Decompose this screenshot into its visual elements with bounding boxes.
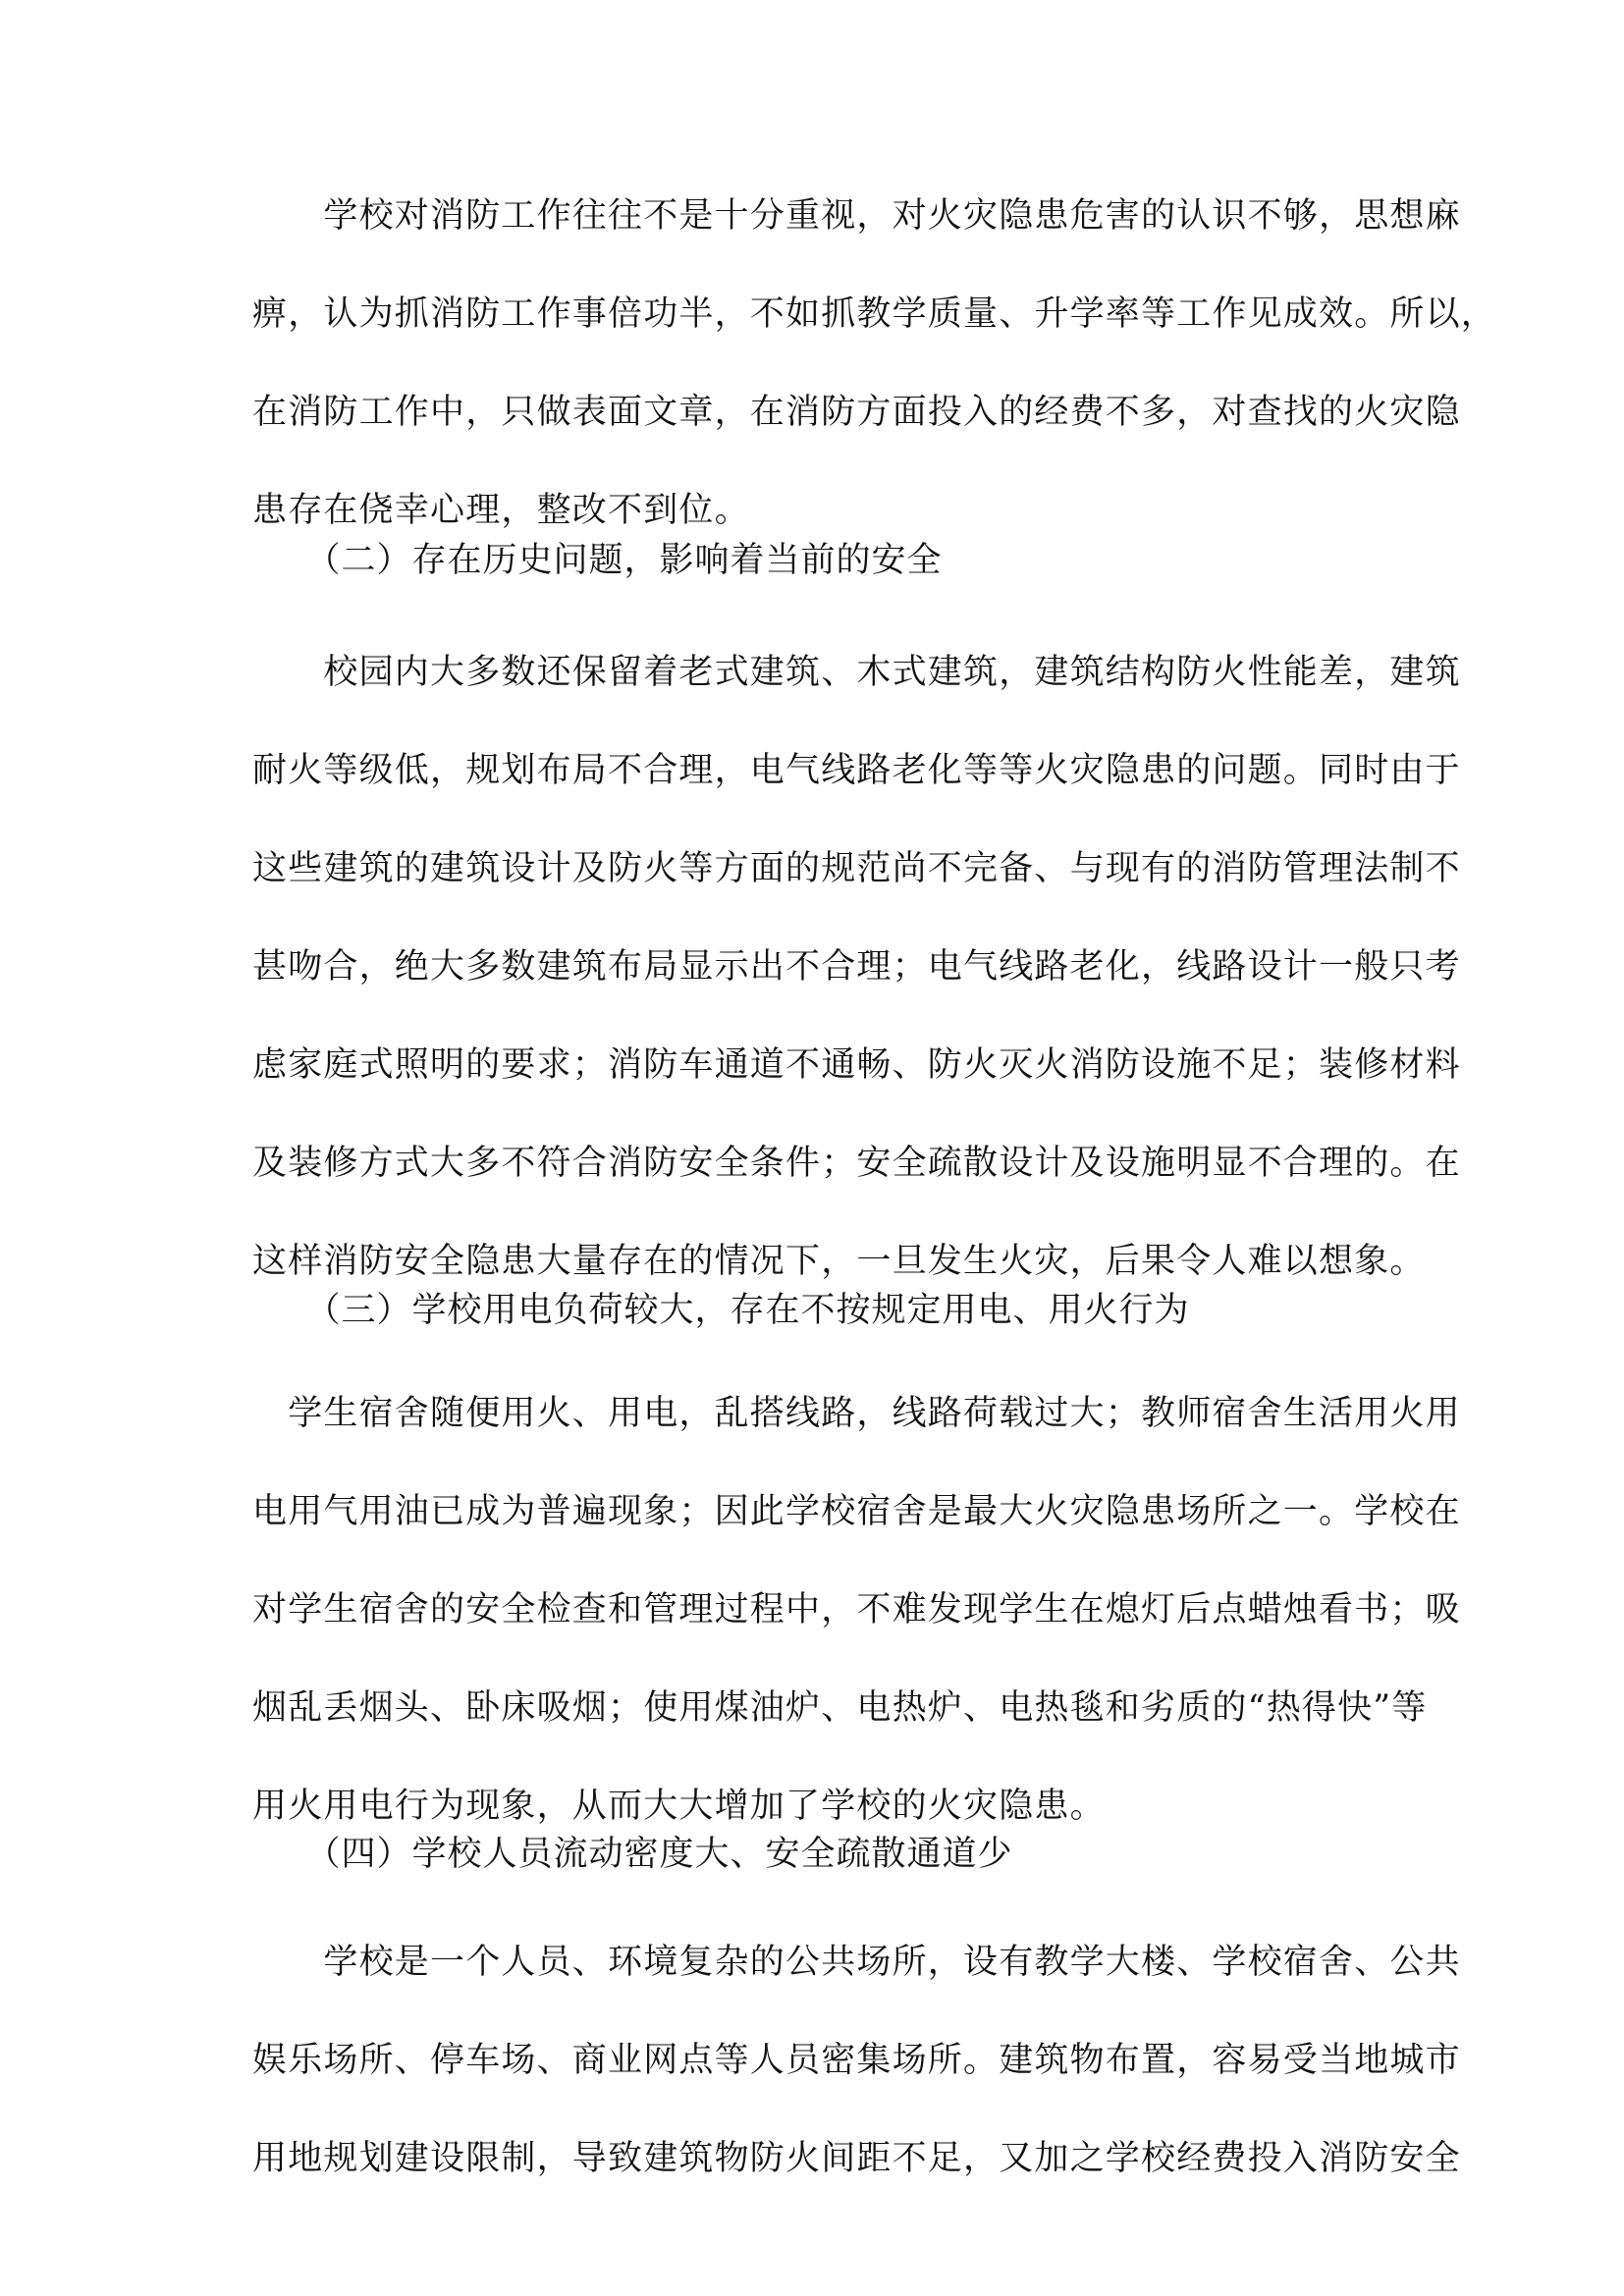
paragraph-line: 学校是一个人员、环境复杂的公共场所，设有教学大楼、学校宿舍、公共 (252, 1943, 1461, 1982)
paragraph-line: 甚吻合，绝大多数建筑布局显示出不合理；电气线路老化，线路设计一般只考 (252, 947, 1461, 987)
paragraph-line: 这样消防安全隐患大量存在的情况下，一旦发生火灾，后果令人难以想象。 (252, 1242, 1426, 1281)
section-heading: （二）存在历史问题，影响着当前的安全 (252, 541, 943, 580)
paragraph-line: 校园内大多数还保留着老式建筑、木式建筑，建筑结构防火性能差，建筑 (252, 653, 1461, 692)
paragraph-line: 对学生宿舍的安全检查和管理过程中，不难发现学生在熄灯后点蜡烛看书；吸 (252, 1590, 1461, 1629)
paragraph-line: 这些建筑的建筑设计及防火等方面的规范尚不完备、与现有的消防管理法制不 (252, 849, 1461, 888)
section-heading-2 (252, 511, 1372, 610)
paragraph-1 (252, 167, 1497, 560)
paragraph-line: 耐火等级低，规划布局不合理，电气线路老化等等火灾隐患的问题。同时由于 (252, 751, 1461, 790)
paragraph-4 (252, 1913, 1461, 2208)
section-heading-3 (252, 1261, 1372, 1360)
paragraph-line: 在消防工作中，只做表面文章，在消防方面投入的经费不多，对查找的火灾隐 (252, 393, 1461, 432)
paragraph-3 (252, 1364, 1461, 1855)
section-heading: （三）学校用电负荷较大，存在不按规定用电、用火行为 (252, 1291, 1190, 1330)
paragraph-line: 痹，认为抓消防工作事倍功半，不如抓教学质量、升学率等工作见成效。所以， (252, 294, 1497, 334)
paragraph-line: 及装修方式大多不符合消防安全条件；安全疏散设计及设施明显不合理的。在 (252, 1144, 1461, 1183)
paragraph-line: 烟乱丢烟头、卧床吸烟；使用煤油炉、电热炉、电热毯和劣质的“热得快”等 (252, 1688, 1428, 1728)
paragraph-line: 患存在侥幸心理，整改不到位。 (252, 491, 750, 530)
paragraph-line: 虑家庭式照明的要求；消防车通道不通畅、防火灭火消防设施不足；装修材料 (252, 1045, 1461, 1085)
section-heading: （四）学校人员流动密度大、安全疏散通道少 (252, 1835, 1013, 1874)
paragraph-2 (252, 623, 1461, 1310)
paragraph-line: 学校对消防工作往往不是十分重视，对火灾隐患危害的认识不够，思想麻 (252, 196, 1461, 236)
paragraph-line: 娱乐场所、停车场、商业网点等人员密集场所。建筑物布置，容易受当地城市 (252, 2041, 1461, 2080)
paragraph-line: 用火用电行为现象，从而大大增加了学校的火灾隐患。 (252, 1787, 1106, 1826)
section-heading-4 (252, 1805, 1372, 1903)
paragraph-line: 学生宿舍随便用火、用电，乱搭线路，线路荷载过大；教师宿舍生活用火用 (252, 1394, 1461, 1433)
paragraph-line: 电用气用油已成为普遍现象；因此学校宿舍是最大火灾隐患场所之一。学校在 (252, 1492, 1461, 1531)
paragraph-line: 用地规划建设限制，导致建筑物防火间距不足，又加之学校经费投入消防安全 (252, 2139, 1461, 2178)
